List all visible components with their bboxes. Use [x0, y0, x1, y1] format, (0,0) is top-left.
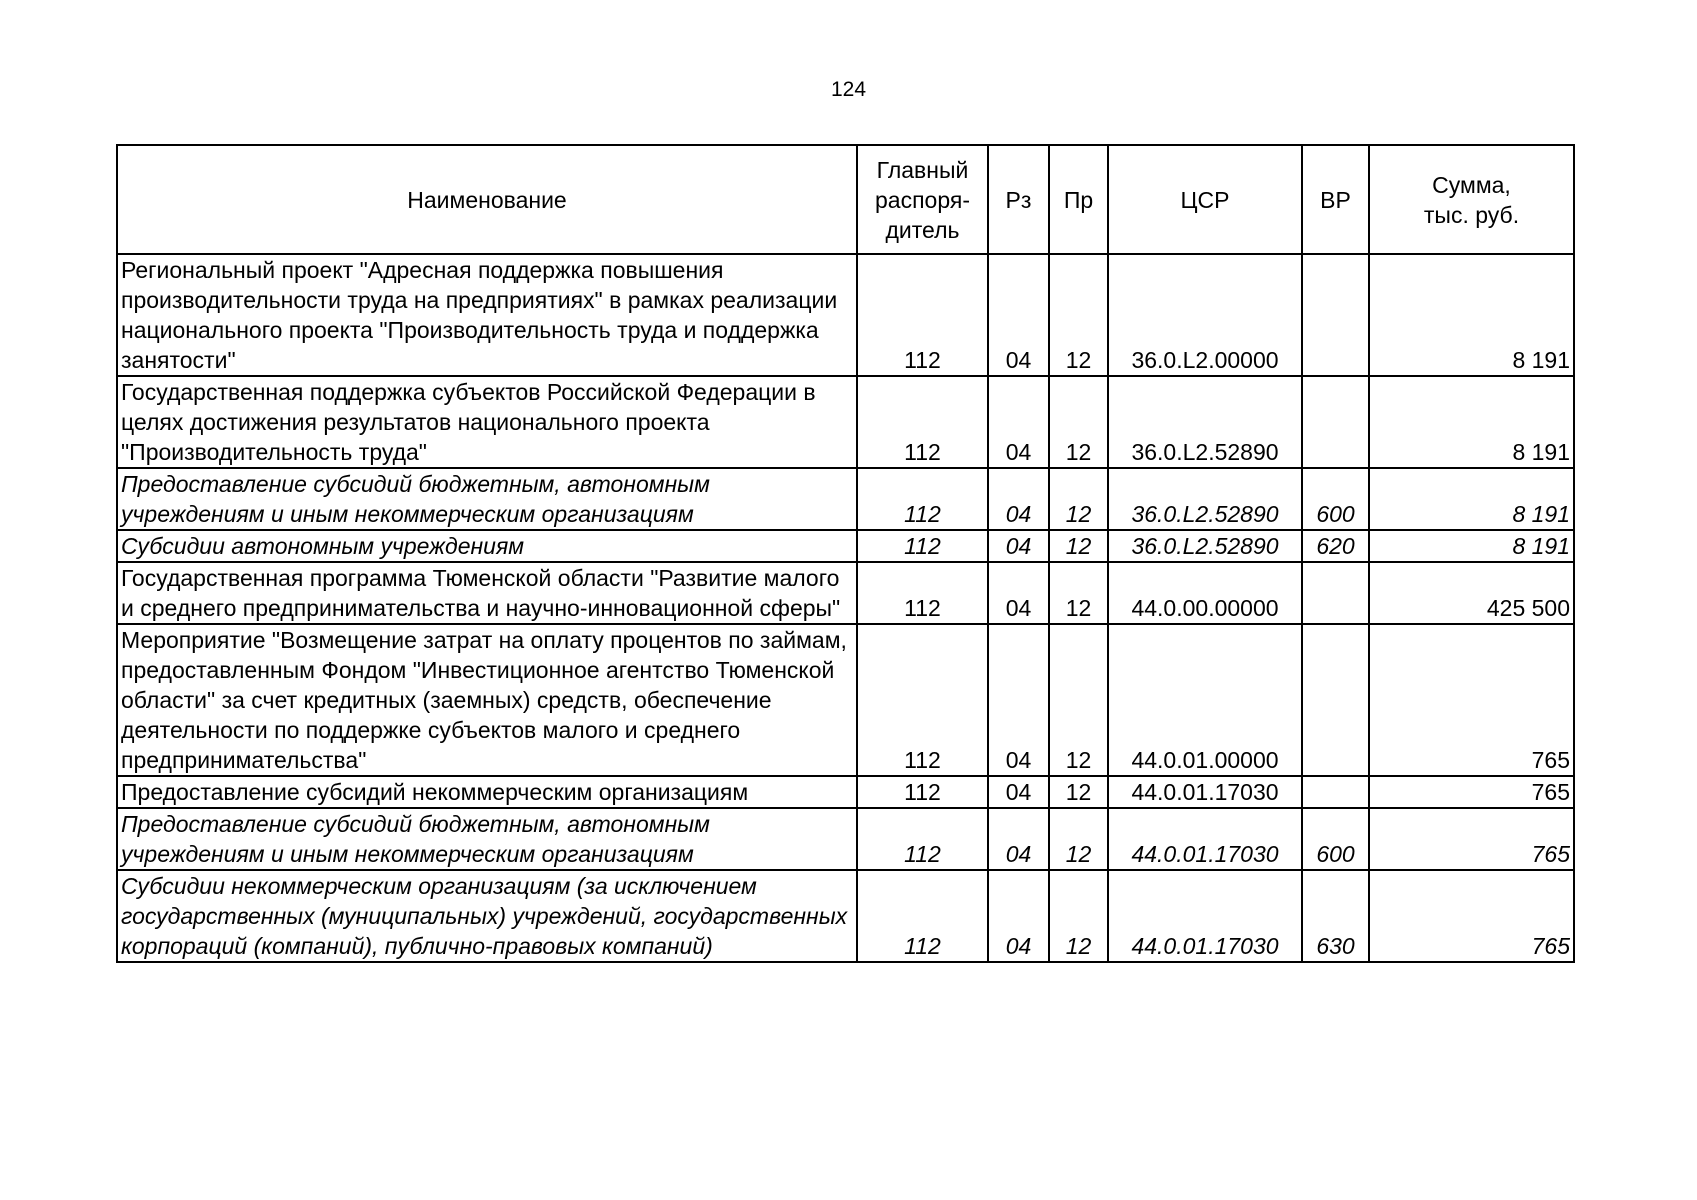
table-row — [117, 808, 1574, 870]
row-vr: 620 — [1302, 530, 1369, 562]
row-vr: 600 — [1302, 808, 1369, 870]
row-rz: 04 — [988, 624, 1049, 776]
row-vr: 630 — [1302, 870, 1369, 962]
row-rz: 04 — [988, 776, 1049, 808]
row-name: Субсидии автономным учреждениям — [117, 530, 857, 562]
row-gr: 112 — [857, 776, 988, 808]
row-sum: 765 — [1369, 624, 1574, 776]
header-sum-line1: Сумма, — [1432, 171, 1511, 198]
row-gr: 112 — [857, 254, 988, 376]
header-pr: Пр — [1049, 145, 1108, 254]
row-name: Мероприятие "Возмещение затрат на оплату процентов по займам, предоставленным Фондом "Инвестиционное агентство Тюменской области" за счет кредитных (заемных) средств, обеспечение деятельности по поддержке субъектов малого и среднего предпринимательства" — [117, 624, 857, 776]
table-row — [117, 562, 1574, 624]
row-rz: 04 — [988, 468, 1049, 530]
row-pr: 12 — [1049, 870, 1108, 962]
table-row — [117, 624, 1574, 776]
row-vr — [1302, 624, 1369, 776]
row-rz: 04 — [988, 870, 1049, 962]
row-pr: 12 — [1049, 468, 1108, 530]
row-pr: 12 — [1049, 562, 1108, 624]
row-gr: 112 — [857, 530, 988, 562]
row-pr: 12 — [1049, 376, 1108, 468]
header-gr-line2: распоря- — [875, 186, 970, 213]
row-name: Предоставление субсидий бюджетным, автономным учреждениям и иным некоммерческим организациям — [117, 808, 857, 870]
row-rz: 04 — [988, 530, 1049, 562]
header-row — [117, 145, 1574, 254]
row-sum: 8 191 — [1369, 468, 1574, 530]
row-csr: 36.0.L2.52890 — [1108, 376, 1302, 468]
row-rz: 04 — [988, 562, 1049, 624]
header-csr: ЦСР — [1108, 145, 1302, 254]
table-row — [117, 254, 1574, 376]
row-csr: 44.0.01.17030 — [1108, 776, 1302, 808]
table-row — [117, 530, 1574, 562]
row-sum: 8 191 — [1369, 254, 1574, 376]
row-gr: 112 — [857, 624, 988, 776]
header-sum-line2: тыс. руб. — [1423, 201, 1520, 228]
row-vr: 600 — [1302, 468, 1369, 530]
header-gr-line3: дитель — [885, 216, 960, 243]
header-sum — [1369, 145, 1574, 254]
row-csr: 44.0.01.17030 — [1108, 808, 1302, 870]
header-chief-administrator — [857, 145, 988, 254]
row-pr: 12 — [1049, 624, 1108, 776]
row-vr — [1302, 776, 1369, 808]
table-row — [117, 468, 1574, 530]
row-vr — [1302, 376, 1369, 468]
row-csr: 44.0.00.00000 — [1108, 562, 1302, 624]
row-sum: 765 — [1369, 776, 1574, 808]
page-number: 124 — [830, 78, 867, 101]
budget-table — [116, 144, 1575, 963]
table-row — [117, 776, 1574, 808]
row-gr: 112 — [857, 376, 988, 468]
row-name: Государственная поддержка субъектов Российской Федерации в целях достижения результатов национального проекта "Производительность труда" — [117, 376, 857, 468]
row-gr: 112 — [857, 562, 988, 624]
row-vr — [1302, 254, 1369, 376]
row-sum: 765 — [1369, 870, 1574, 962]
row-pr: 12 — [1049, 808, 1108, 870]
row-sum: 765 — [1369, 808, 1574, 870]
header-gr-line1: Главный — [876, 156, 969, 183]
row-csr: 36.0.L2.52890 — [1108, 530, 1302, 562]
row-rz: 04 — [988, 808, 1049, 870]
row-pr: 12 — [1049, 254, 1108, 376]
row-name: Субсидии некоммерческим организациям (за исключением государственных (муниципальных) учреждений, государственных корпораций (компаний), публично-правовых компаний) — [117, 870, 857, 962]
table-row — [117, 376, 1574, 468]
row-name: Предоставление субсидий бюджетным, автономным учреждениям и иным некоммерческим организациям — [117, 468, 857, 530]
row-name: Региональный проект "Адресная поддержка повышения производительности труда на предприятиях" в рамках реализации национального проекта "Производительность труда и поддержка занятости" — [117, 254, 857, 376]
row-pr: 12 — [1049, 776, 1108, 808]
row-name: Предоставление субсидий некоммерческим организациям — [117, 776, 857, 808]
header-rz: Рз — [988, 145, 1049, 254]
row-csr: 36.0.L2.52890 — [1108, 468, 1302, 530]
header-name: Наименование — [117, 145, 857, 254]
row-csr: 36.0.L2.00000 — [1108, 254, 1302, 376]
row-gr: 112 — [857, 468, 988, 530]
row-pr: 12 — [1049, 530, 1108, 562]
row-sum: 8 191 — [1369, 376, 1574, 468]
row-gr: 112 — [857, 808, 988, 870]
row-rz: 04 — [988, 254, 1049, 376]
row-csr: 44.0.01.17030 — [1108, 870, 1302, 962]
row-rz: 04 — [988, 376, 1049, 468]
row-csr: 44.0.01.00000 — [1108, 624, 1302, 776]
row-gr: 112 — [857, 870, 988, 962]
row-sum: 425 500 — [1369, 562, 1574, 624]
row-vr — [1302, 562, 1369, 624]
row-name: Государственная программа Тюменской области "Развитие малого и среднего предпринимательства и научно-инновационной сферы" — [117, 562, 857, 624]
table-row — [117, 870, 1574, 962]
header-vr: ВР — [1302, 145, 1369, 254]
row-sum: 8 191 — [1369, 530, 1574, 562]
